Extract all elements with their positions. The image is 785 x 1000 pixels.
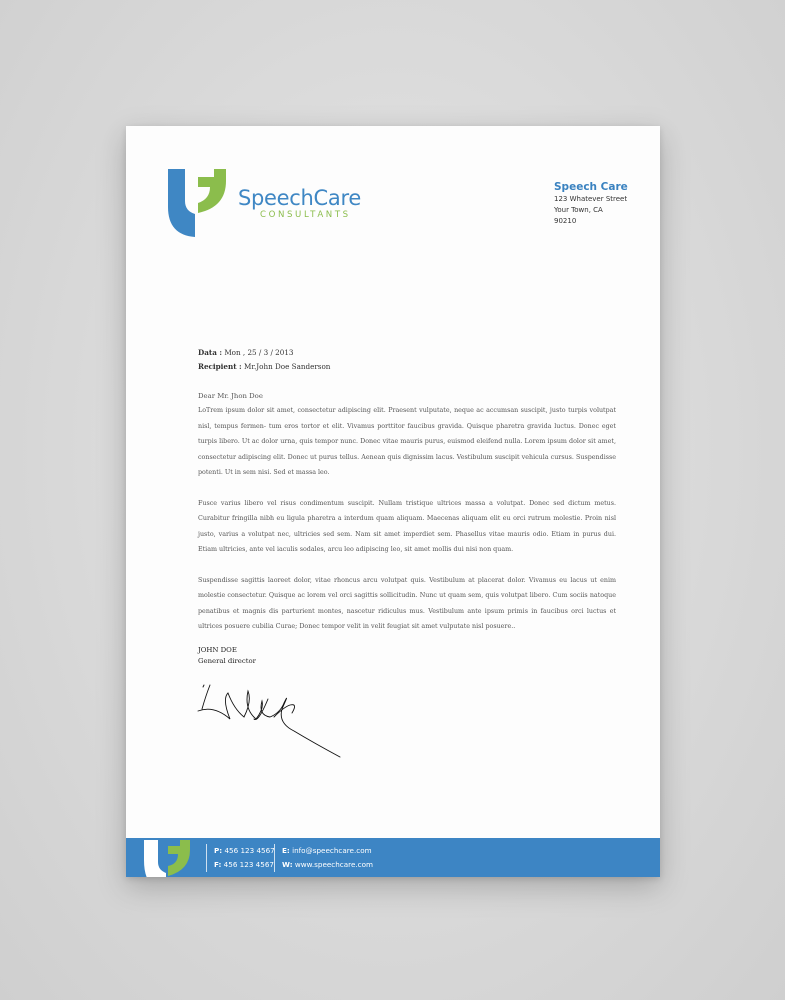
signature-block [198, 645, 256, 667]
web-value[interactable]: www.speechcare.com [292, 860, 374, 869]
paragraph: LoTrem ipsum dolor sit amet, consectetur adipiscing elit. Praesent vulputate, neque ac accumsan suscipit, justo turpis volutpat nisl, tempus fermen- tum eros tortor et elit. Vivamus porttitor faucibus gravida. Quisque pharetra gravida luctus. Donec eget turpis libero. Ut ac dolor urna, quis tempor nunc. Donec vitae mauris purus, euismod eleifend nulla. Lorem ipsum dolor sit amet, consectetur adipiscing elit. Donec ut purus tellus. Aenean quis dignissim lacus. Vestibulum suscipit vehicula cursus. Suspendisse potenti. Ut in sem nisi. Sed et massa leo. [198, 407, 616, 476]
date-value: Mon , 25 / 3 / 2013 [222, 348, 294, 357]
recipient-line [198, 360, 330, 374]
signer-name: JOHN DOE [198, 646, 237, 654]
footer-bar [126, 838, 660, 877]
brand-tagline: CONSULTANTS [260, 210, 351, 220]
date-line [198, 346, 330, 360]
address-zip: 90210 [554, 217, 577, 225]
email-label: E: [282, 846, 290, 855]
phone-label: P: [214, 846, 223, 855]
web-label: W: [282, 860, 293, 869]
signer-title: General director [198, 657, 256, 665]
recipient-value: Mr.John Doe Sanderson [241, 362, 331, 371]
fax-label: F: [214, 860, 222, 869]
paragraph: Suspendisse sagittis laoreet dolor, vitae rhoncus arcu volutpat quis. Vestibulum at placerat dolor. Vivamus eu lacus ut enim molestie consectetur. Quisque ac lorem vel orci sagittis sollicitudin. Nunc ut quam sem, quis volutpat libero. Cum sociis natoque penatibus et magnis dis parturient montes, nascetur ridiculus mus. Vestibulum ante ipsum primis in faucibus orci luctus et ultrices posuere cubilia Curae; Donec tempor velit in velit feugiat sit amet vulputate nisl posuere.. [198, 576, 616, 630]
footer-contact-column [274, 844, 373, 872]
brand-name: SpeechCare [238, 186, 361, 210]
address-company: Speech Care [554, 181, 628, 193]
date-label: Data : [198, 348, 223, 357]
fax-value: 456 123 4567 [221, 860, 274, 869]
company-address [554, 180, 628, 227]
handwritten-signature [194, 679, 344, 759]
footer-phone-column [206, 844, 275, 872]
footer-email [282, 844, 373, 858]
footer-phone [214, 844, 275, 858]
letterhead-sheet [126, 126, 660, 877]
email-value[interactable]: info@speechcare.com [289, 846, 372, 855]
paragraph: Fusce varius libero vel risus condimentum suscipit. Nullam tristique ultrices massa a volutpat. Donec sed dictum metus. Curabitur fringilla nibh eu ligula pharetra a interdum quam aliquam. Maecenas aliquam elit eu orci rutrum molestie. Proin nisl justo, varius a volutpat nec, ultricies sed sem. Nam sit amet imperdiet sem. Phasellus vitae mauris odio. Etiam in purus dui. Etiam ultricies, ante vel iaculis sodales, arcu leo adipiscing leo, sit amet mollis dui nisi non quam. [198, 499, 616, 553]
recipient-label: Recipient : [198, 362, 242, 371]
brand-wordmark [238, 186, 361, 220]
address-city: Your Town, CA [554, 206, 603, 214]
phone-value: 456 123 4567 [222, 846, 275, 855]
address-street: 123 Whatever Street [554, 195, 628, 203]
salutation: Dear Mr. Jhon Doe [198, 392, 263, 400]
speechcare-logo-icon [168, 169, 238, 239]
footer-web [282, 858, 373, 872]
footer-fax [214, 858, 275, 872]
footer-logo-icon [144, 840, 200, 877]
letter-meta [198, 346, 330, 374]
letter-body [198, 390, 616, 650]
